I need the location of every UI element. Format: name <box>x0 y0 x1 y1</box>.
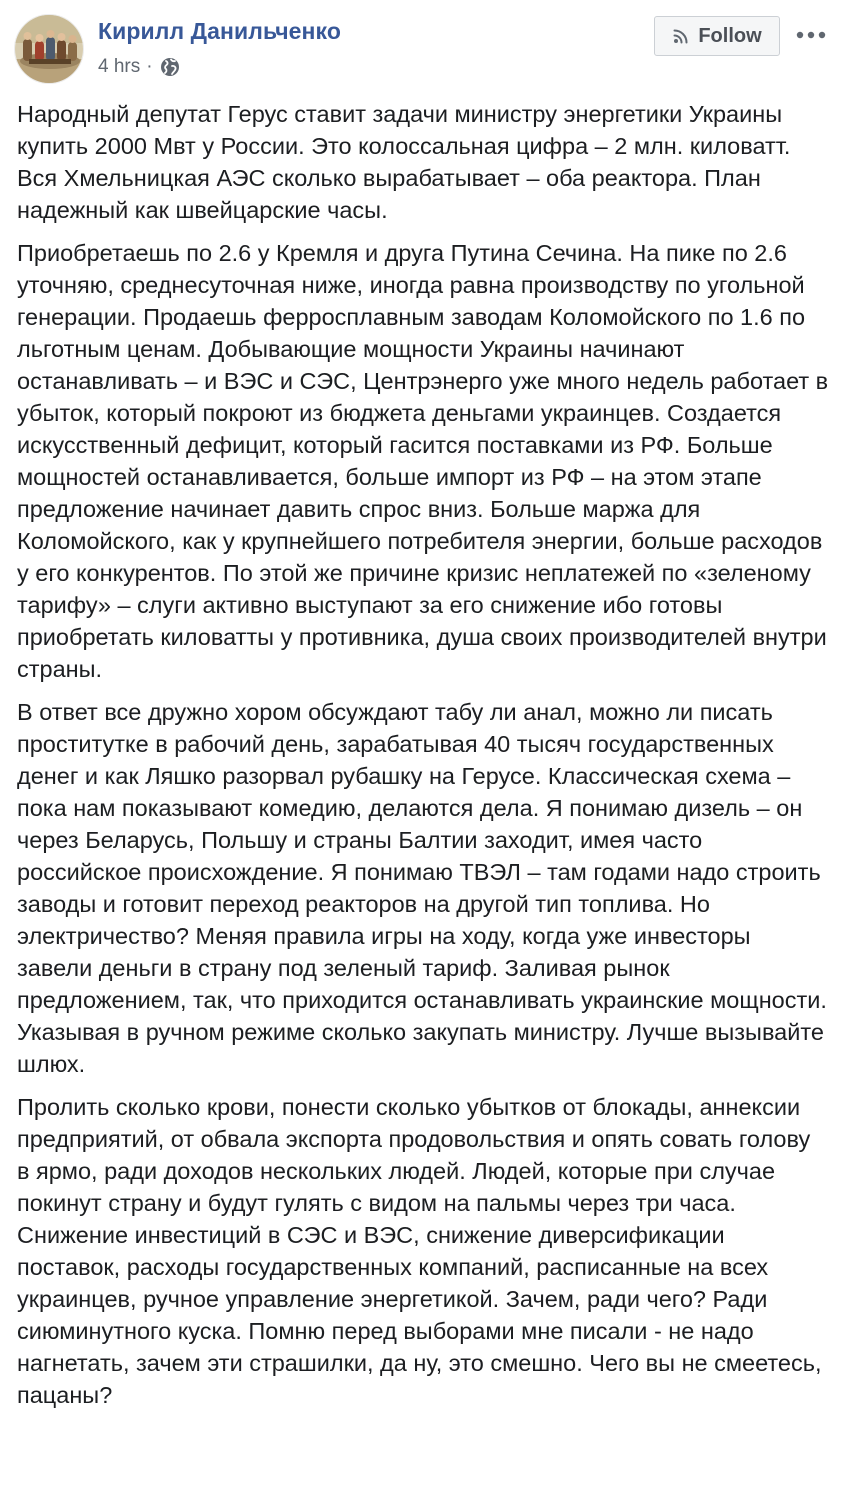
post-paragraph-2: Приобретаешь по 2.6 у Кремля и друга Путина Сечина. На пике по 2.6 уточняю, среднесуточная ниже, иногда равна производству по угольной генерации. Продаешь ферросплавным заводам Коломойского по 1.6 по льготным ценам. Добывающие мощности Украины начинают останавливать – и ВЭС и СЭС, Центрэнерго уже много недель работает в убыток, который покроют из бюджета деньгами украинцев. Создается искусственный дефицит, который гасится поставками из РФ. Больше мощностей останавливается, больше импорт из РФ – на этом этапе предложение начинает давить спрос вниз. Больше маржа для Коломойского, как у крупнейшего потребителя энергии, больше расходов у его конкурентов. По этой же причине кризис неплатежей по «зеленому тарифу» – слуги активно выступают за его снижение ибо готовы приобретать киловатты у противника, душа своих производителей внутри страны. <box>17 240 829 682</box>
avatar-painting <box>15 15 84 84</box>
rss-icon <box>672 27 690 45</box>
avatar[interactable] <box>14 14 84 84</box>
follow-label: Follow <box>698 24 762 47</box>
post-paragraph-3: В ответ все дружно хором обсуждают табу ли анал, можно ли писать проститутке в рабочий день, зарабатывая 40 тысяч государственных денег и как Ляшко разорвал рубашку на Герусе. Классическая схема – пока нам показывают комедию, делаются дела. Я понимаю дизель – он через Беларусь, Польшу и страны Балтии заходит, имея часто российское происхождение. Я понимаю ТВЭЛ – там годами надо строить заводы и готовит переход реакторов на другой тип топлива. Но электричество? Меняя правила игры на ходу, когда уже инвесторы завели деньги в страну под зеленый тариф. Заливая рынок предложением, так, что приходится останавливать украинские мощности. Указывая в ручном режиме сколько закупать министру. Лучше вызывайте шлюх. <box>17 699 827 1077</box>
post-body <box>17 98 829 1422</box>
follow-button[interactable] <box>654 16 780 56</box>
more-dots-icon <box>796 31 826 39</box>
more-options-button[interactable] <box>794 20 828 50</box>
post-meta <box>98 54 180 80</box>
post-header <box>14 14 828 86</box>
post-paragraph-1: Народный депутат Герус ставит задачи министру энергетики Украины купить 2000 Мвт у России. Это колоссальная цифра – 2 млн. киловатт. Вся Хмельницкая АЭС сколько вырабатывает – оба реактора. План надежный как швейцарские часы. <box>17 101 791 223</box>
author-name-link[interactable]: Кирилл Данильченко <box>98 18 342 44</box>
globe-icon[interactable] <box>160 57 180 77</box>
post-timestamp-link[interactable]: 4 hrs <box>98 56 141 77</box>
meta-separator: · <box>146 56 153 77</box>
post-paragraph-4: Пролить сколько крови, понести сколько убытков от блокады, аннексии предприятий, от обвала экспорта продовольствия и опять совать голову в ярмо, ради доходов нескольких людей. Людей, которые при случае покинут страну и будут гулять с видом на пальмы через три часа. Снижение инвестиций в СЭС и ВЭС, снижение диверсификации поставок, расходы государственных компаний, расписанные на всех украинцев, ручное управление энергетикой. Зачем, ради чего? Ради сиюминутного куска. Помню перед выборами мне писали - не надо нагнетать, зачем эти страшилки, да ну, это смешно. Чего вы не смеетесь, пацаны? <box>17 1094 822 1408</box>
